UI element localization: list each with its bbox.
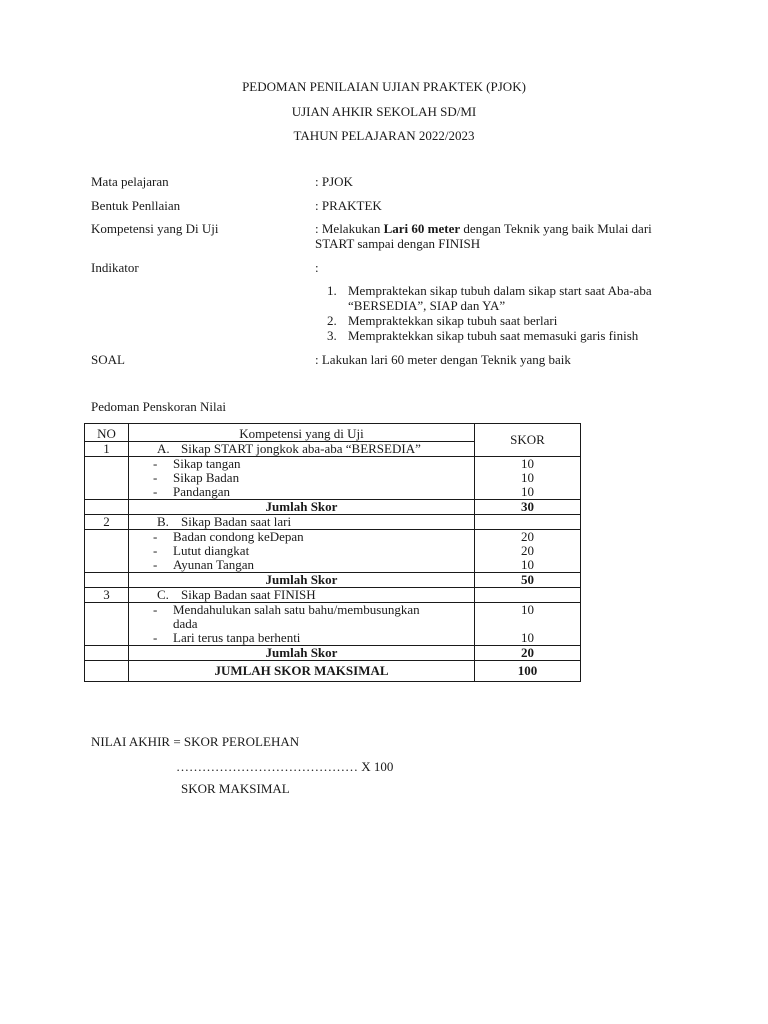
max-row bbox=[85, 661, 581, 682]
subtotal-row bbox=[85, 573, 581, 588]
item-dash: - bbox=[153, 557, 158, 572]
list-item bbox=[133, 471, 470, 485]
list-item bbox=[133, 485, 470, 499]
kompetensi-prefix: : Melakukan bbox=[315, 221, 384, 236]
subtotal-value: 20 bbox=[475, 646, 581, 661]
section-letter: C. bbox=[157, 587, 169, 602]
item-text: Badan condong keDepan bbox=[173, 529, 304, 544]
items-cell bbox=[129, 457, 475, 500]
indikator-label: Indikator bbox=[91, 260, 139, 275]
item-skor: 20 bbox=[521, 543, 534, 558]
doc-subtitle: UJIAN AHKIR SEKOLAH SD/MI bbox=[291, 104, 477, 119]
indikator-number: 1. bbox=[327, 283, 337, 298]
section-title-cell bbox=[129, 515, 475, 530]
items-skor-cell bbox=[475, 530, 581, 573]
header-kompetensi: Kompetensi yang di Uji bbox=[129, 424, 475, 442]
section-letter: A. bbox=[157, 441, 170, 456]
subtotal-label: Jumlah Skor bbox=[129, 500, 475, 515]
indikator-list bbox=[327, 283, 687, 343]
list-item bbox=[133, 530, 470, 544]
max-label: JUMLAH SKOR MAKSIMAL bbox=[129, 661, 475, 682]
bentuk-label: Bentuk Penllaian bbox=[91, 198, 181, 213]
empty-cell bbox=[85, 530, 129, 573]
indikator-text: Mempraktekkan sikap tubuh saat berlari bbox=[348, 313, 558, 328]
items-skor-cell bbox=[475, 603, 581, 646]
formula-line1: NILAI AKHIR = SKOR PEROLEHAN bbox=[91, 734, 300, 749]
empty-cell bbox=[85, 457, 129, 500]
item-text: Lutut diangkat bbox=[173, 543, 250, 558]
section-no: 1 bbox=[85, 442, 129, 457]
soal-label: SOAL bbox=[91, 352, 125, 367]
soal-value: : Lakukan lari 60 meter dengan Teknik yang baik bbox=[315, 352, 571, 367]
indikator-number: 2. bbox=[327, 313, 337, 328]
item-skor: 10 bbox=[521, 456, 534, 471]
subtotal-value: 50 bbox=[475, 573, 581, 588]
indikator-colon: : bbox=[315, 260, 319, 275]
section-title-cell bbox=[129, 588, 475, 603]
mapel-value: : PJOK bbox=[315, 174, 353, 189]
empty-cell bbox=[475, 515, 581, 530]
section-title: Sikap Badan saat FINISH bbox=[181, 587, 316, 602]
item-dash: - bbox=[153, 484, 158, 499]
indikator-text: Mempraktekan sikap tubuh dalam sikap start saat Aba-aba “BERSEDIA”, SIAP dan YA” bbox=[348, 283, 652, 313]
formula-line3: SKOR MAKSIMAL bbox=[181, 781, 290, 796]
item-text: Lari terus tanpa berhenti bbox=[173, 630, 301, 645]
section-title-cell bbox=[129, 442, 475, 457]
table-row bbox=[85, 457, 581, 500]
kompetensi-suffix: dengan Teknik yang baik Mulai dari START sampai dengan FINISH bbox=[315, 221, 652, 251]
section-title: Sikap START jongkok aba-aba “BERSEDIA” bbox=[181, 441, 421, 456]
kompetensi-value bbox=[315, 221, 685, 251]
spacer bbox=[479, 617, 576, 631]
empty-cell bbox=[85, 500, 129, 515]
formula-line2: …………………………………… X 100 bbox=[176, 759, 394, 774]
item-text: Mendahulukan salah satu bahu/membusungkan dada bbox=[173, 602, 420, 631]
indikator-item bbox=[327, 283, 687, 313]
item-text: Ayunan Tangan bbox=[173, 557, 255, 572]
empty-cell bbox=[85, 646, 129, 661]
items-cell bbox=[129, 603, 475, 646]
doc-year: TAHUN PELAJARAN 2022/2023 bbox=[293, 128, 475, 143]
list-item bbox=[133, 631, 470, 645]
section-letter: B. bbox=[157, 514, 169, 529]
max-value: 100 bbox=[475, 661, 581, 682]
subtotal-row bbox=[85, 646, 581, 661]
item-dash: - bbox=[153, 456, 158, 471]
items-cell bbox=[129, 530, 475, 573]
mapel-label: Mata pelajaran bbox=[91, 174, 169, 189]
header-no: NO bbox=[85, 424, 129, 442]
list-item bbox=[133, 457, 470, 471]
indikator-text: Mempraktekkan sikap tubuh saat memasuki garis finish bbox=[348, 328, 639, 343]
item-skor: 10 bbox=[521, 484, 534, 499]
table-row bbox=[85, 515, 581, 530]
item-skor: 10 bbox=[521, 470, 534, 485]
bentuk-value: : PRAKTEK bbox=[315, 198, 382, 213]
indikator-item bbox=[327, 313, 687, 328]
item-text: Pandangan bbox=[173, 484, 231, 499]
item-dash: - bbox=[153, 543, 158, 558]
section-title: Sikap Badan saat lari bbox=[181, 514, 292, 529]
list-item bbox=[133, 603, 470, 631]
item-dash: - bbox=[153, 470, 158, 485]
header-skor: SKOR bbox=[475, 424, 581, 457]
indikator-number: 3. bbox=[327, 328, 337, 343]
table-row bbox=[85, 530, 581, 573]
list-item bbox=[133, 558, 470, 572]
item-text: Sikap tangan bbox=[173, 456, 241, 471]
item-text: Sikap Badan bbox=[173, 470, 240, 485]
section-no: 2 bbox=[85, 515, 129, 530]
subtotal-label: Jumlah Skor bbox=[129, 646, 475, 661]
score-table bbox=[84, 423, 581, 682]
list-item bbox=[133, 544, 470, 558]
item-skor: 10 bbox=[521, 630, 534, 645]
item-skor: 10 bbox=[521, 602, 534, 617]
item-dash: - bbox=[153, 602, 158, 617]
pedoman-title: Pedoman Penskoran Nilai bbox=[91, 399, 227, 414]
section-no: 3 bbox=[85, 588, 129, 603]
item-skor: 20 bbox=[521, 529, 534, 544]
empty-cell bbox=[85, 603, 129, 646]
subtotal-label: Jumlah Skor bbox=[129, 573, 475, 588]
table-row bbox=[85, 603, 581, 646]
subtotal-value: 30 bbox=[475, 500, 581, 515]
empty-cell bbox=[85, 573, 129, 588]
table-row bbox=[85, 588, 581, 603]
indikator-item bbox=[327, 328, 687, 343]
item-skor: 10 bbox=[521, 557, 534, 572]
empty-cell bbox=[475, 588, 581, 603]
item-dash: - bbox=[153, 630, 158, 645]
subtotal-row bbox=[85, 500, 581, 515]
kompetensi-bold: Lari 60 meter bbox=[383, 221, 461, 236]
doc-title: PEDOMAN PENILAIAN UJIAN PRAKTEK (PJOK) bbox=[242, 79, 526, 94]
items-skor-cell bbox=[475, 457, 581, 500]
kompetensi-label: Kompetensi yang Di Uji bbox=[91, 221, 219, 236]
item-dash: - bbox=[153, 529, 158, 544]
table-header-row bbox=[85, 424, 581, 442]
empty-cell bbox=[85, 661, 129, 682]
